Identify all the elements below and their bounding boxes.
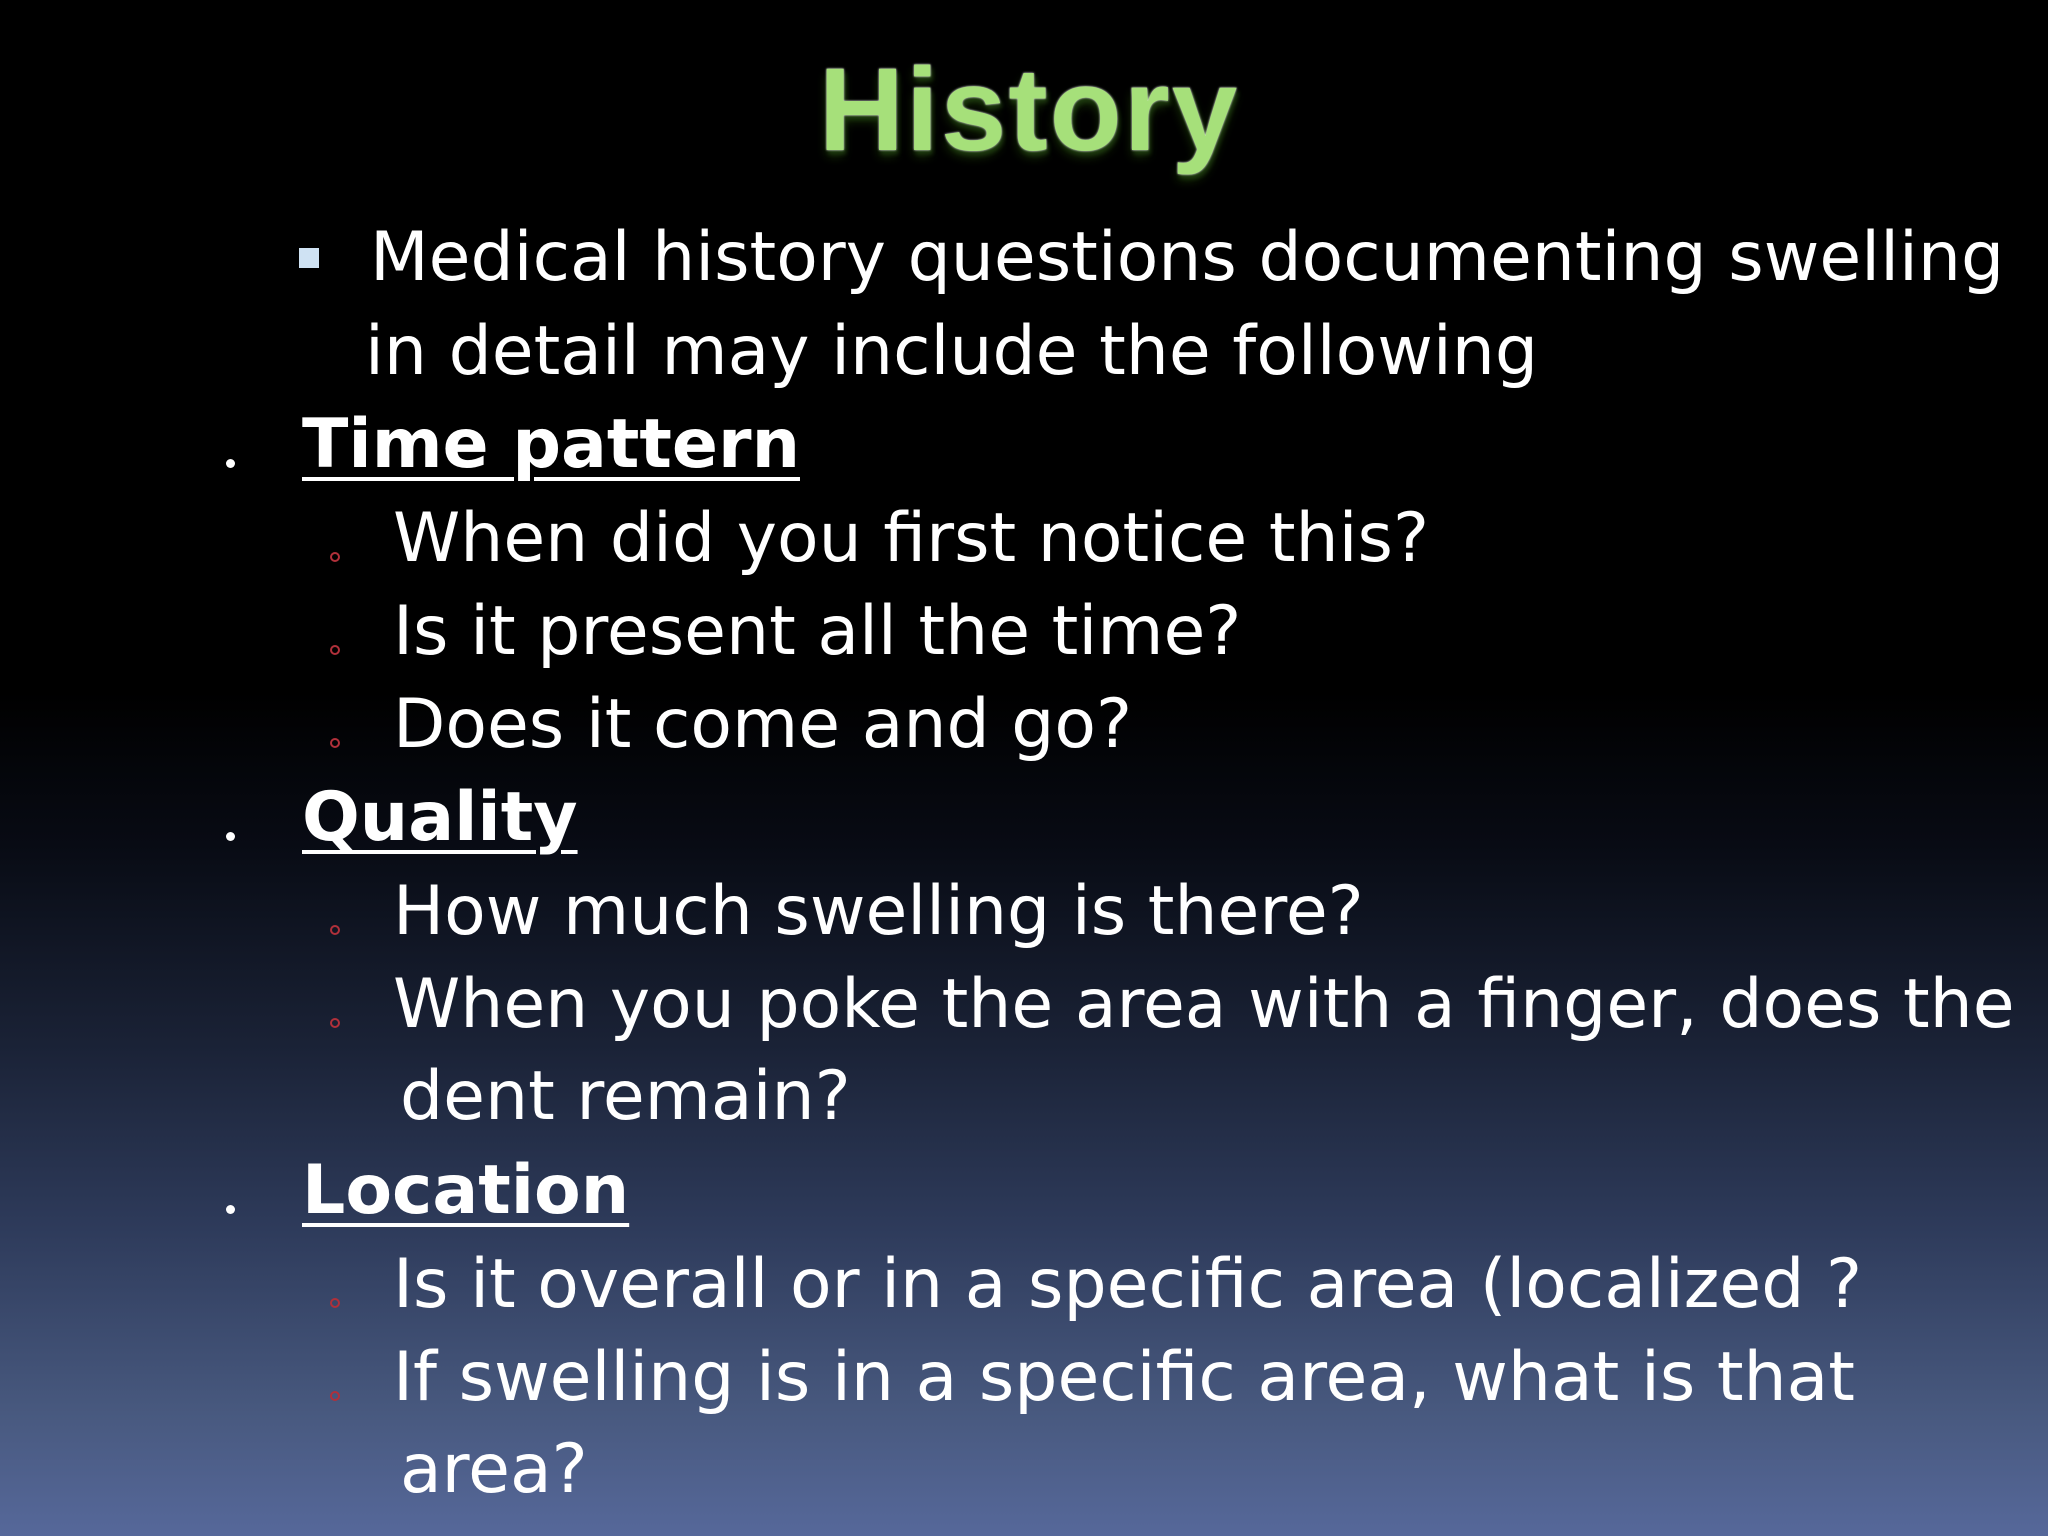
square-bullet-icon (299, 248, 319, 268)
list-item: When did you first notice this? (393, 499, 1430, 578)
ring-bullet-icon (330, 645, 340, 655)
list-item: Is it overall or in a specific area (localized ? (393, 1245, 1863, 1324)
ring-bullet-icon (330, 1391, 340, 1401)
ring-bullet-icon (330, 1298, 340, 1308)
section-heading-time-pattern: Time pattern (302, 405, 800, 484)
intro-line-2: in detail may include the following (365, 312, 1538, 391)
list-item: Does it come and go? (393, 685, 1133, 764)
ring-bullet-icon (330, 1018, 340, 1028)
slide-title: History (818, 44, 1240, 176)
section-heading-location: Location (302, 1151, 630, 1230)
dot-bullet-icon (226, 459, 235, 468)
list-item-continuation: area? (400, 1430, 588, 1509)
list-item: When you poke the area with a finger, does the (393, 965, 2015, 1044)
ring-bullet-icon (330, 552, 340, 562)
intro-line-1: Medical history questions documenting swelling (370, 218, 2005, 297)
list-item: How much swelling is there? (393, 872, 1364, 951)
list-item: Is it present all the time? (393, 592, 1242, 671)
dot-bullet-icon (226, 1205, 235, 1214)
section-heading-quality: Quality (302, 778, 578, 857)
ring-bullet-icon (330, 738, 340, 748)
list-item: If swelling is in a specific area, what is that (393, 1338, 1855, 1417)
list-item-continuation: dent remain? (400, 1057, 851, 1136)
ring-bullet-icon (330, 925, 340, 935)
dot-bullet-icon (226, 832, 235, 841)
